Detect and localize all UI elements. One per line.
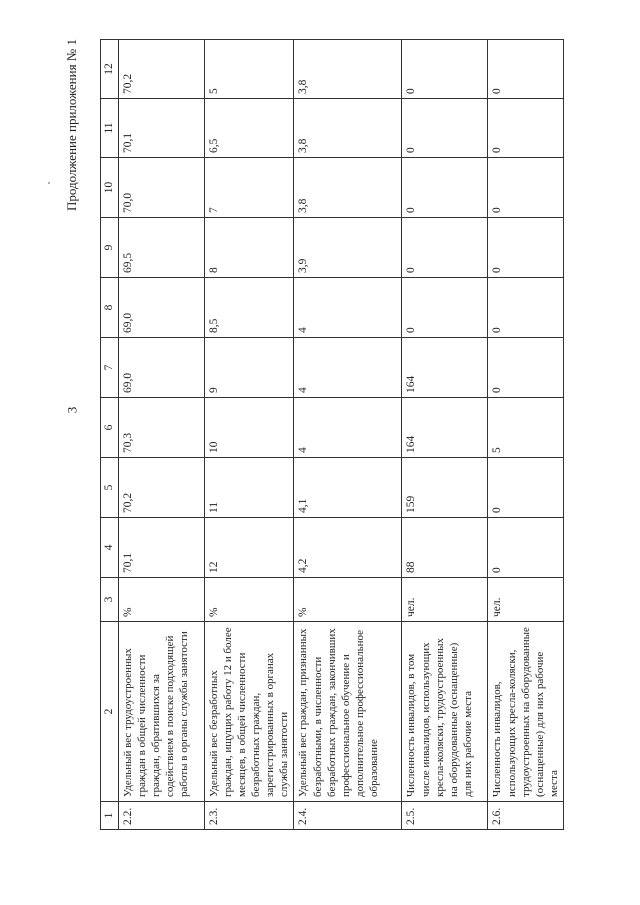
value-cell: 0 xyxy=(402,278,488,338)
value-cell: 3,8 xyxy=(294,99,402,158)
value-cell: 69,0 xyxy=(119,278,205,338)
value-cell: 164 xyxy=(402,338,488,398)
value-cell: 88 xyxy=(402,518,488,578)
row-number: 2.4. xyxy=(294,802,402,830)
header-cell: 8 xyxy=(101,278,119,338)
unit-cell: чел. xyxy=(402,578,488,622)
header-cell: 11 xyxy=(101,99,119,158)
value-cell: 0 xyxy=(488,158,563,218)
scan-speck xyxy=(48,182,50,184)
header-cell: 7 xyxy=(101,338,119,398)
indicator-name: Удельный вес безработных граждан, ищущих работу 12 и более месяцев, в общей численности безработных граждан, зарегистрированных в органах службы занятости xyxy=(205,622,294,802)
value-cell: 0 xyxy=(402,99,488,158)
header-cell: 9 xyxy=(101,218,119,278)
value-cell: 3,8 xyxy=(294,40,402,99)
value-cell: 12 xyxy=(205,518,294,578)
value-cell: 0 xyxy=(488,338,563,398)
value-cell: 0 xyxy=(488,40,563,99)
value-cell: 70,3 xyxy=(119,398,205,458)
value-cell: 4 xyxy=(294,338,402,398)
value-cell: 4,1 xyxy=(294,458,402,518)
unit-cell: % xyxy=(294,578,402,622)
header-cell: 10 xyxy=(101,158,119,218)
value-cell: 70,1 xyxy=(119,518,205,578)
row-number: 2.2. xyxy=(119,802,205,830)
value-cell: 0 xyxy=(402,40,488,99)
value-cell: 70,2 xyxy=(119,458,205,518)
page-number: 3 xyxy=(64,406,79,414)
value-cell: 5 xyxy=(205,40,294,99)
table-row xyxy=(294,40,402,830)
value-cell: 69,5 xyxy=(119,218,205,278)
value-cell: 159 xyxy=(402,458,488,518)
value-cell: 5 xyxy=(488,398,563,458)
value-cell: 7 xyxy=(205,158,294,218)
value-cell: 70,0 xyxy=(119,158,205,218)
value-cell: 70,1 xyxy=(119,99,205,158)
value-cell: 0 xyxy=(488,99,563,158)
table-row xyxy=(488,40,563,830)
value-cell: 4,2 xyxy=(294,518,402,578)
value-cell: 0 xyxy=(488,278,563,338)
value-cell: 69,0 xyxy=(119,338,205,398)
row-number: 2.6. xyxy=(488,802,563,830)
indicator-name: Численность инвалидов, в том числе инвалидов, использующих кресла-коляски, трудоустроенных на оборудованные (оснащенные) для них рабочие места xyxy=(402,622,488,802)
value-cell: 4 xyxy=(294,278,402,338)
value-cell: 10 xyxy=(205,398,294,458)
table-row xyxy=(119,40,205,830)
unit-cell: % xyxy=(205,578,294,622)
row-number: 2.3. xyxy=(205,802,294,830)
unit-cell: % xyxy=(119,578,205,622)
value-cell: 6,5 xyxy=(205,99,294,158)
value-cell: 3,9 xyxy=(294,218,402,278)
value-cell: 0 xyxy=(488,218,563,278)
header-cell: 6 xyxy=(101,398,119,458)
value-cell: 9 xyxy=(205,338,294,398)
column-number-row xyxy=(101,40,119,830)
header-cell: 12 xyxy=(101,40,119,99)
indicator-name: Удельный вес граждан, признанных безработными, в численности безработных граждан, закончивших профессиональное обучение и дополнительное профессиональное образование xyxy=(294,622,402,802)
value-cell: 0 xyxy=(402,218,488,278)
value-cell: 0 xyxy=(488,518,563,578)
value-cell: 8 xyxy=(205,218,294,278)
table-row xyxy=(402,40,488,830)
indicator-name: Удельный вес трудоустроенных граждан в общей численности граждан, обратившихся за содействием в поиске подходящей работы в органы службы занятости xyxy=(119,622,205,802)
table-row xyxy=(205,40,294,830)
header-cell: 3 xyxy=(101,578,119,622)
header-cell: 4 xyxy=(101,518,119,578)
value-cell: 3,8 xyxy=(294,158,402,218)
value-cell: 70,2 xyxy=(119,40,205,99)
value-cell: 11 xyxy=(205,458,294,518)
value-cell: 8,5 xyxy=(205,278,294,338)
table-wrapper xyxy=(100,40,560,830)
continuation-label: Продолжение приложения № 1 xyxy=(64,39,80,211)
indicator-name: Численность инвалидов, использующих кресла-коляски, трудоустроенных на оборудованные (оснащенные) для них рабочие места xyxy=(488,622,563,802)
header-cell: 2 xyxy=(101,622,119,802)
value-cell: 164 xyxy=(402,398,488,458)
value-cell: 4 xyxy=(294,398,402,458)
value-cell: 0 xyxy=(488,458,563,518)
indicators-table xyxy=(100,39,564,830)
header-cell: 5 xyxy=(101,458,119,518)
unit-cell: чел. xyxy=(488,578,563,622)
header-cell: 1 xyxy=(101,802,119,830)
row-number: 2.5. xyxy=(402,802,488,830)
value-cell: 0 xyxy=(402,158,488,218)
